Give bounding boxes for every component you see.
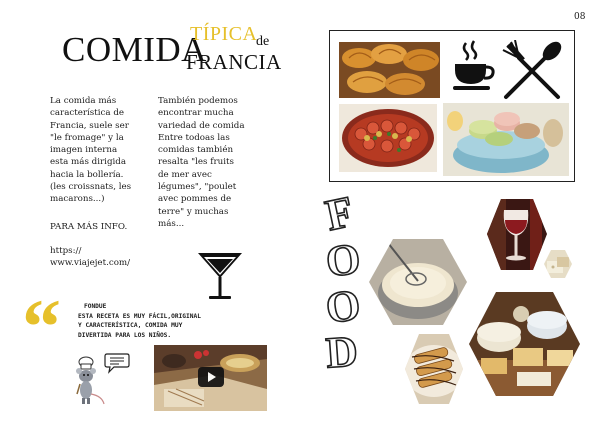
text-line: resalta "les fruits [158, 157, 234, 168]
food-letter: O [323, 233, 363, 287]
croissants-photo [339, 42, 440, 98]
title-connector: de [256, 34, 270, 49]
chef-rat-icon [74, 356, 108, 408]
text-line: (les croissnats, les [50, 182, 132, 193]
fondue-line: ESTA RECETA ES MUY FÁCIL,ORIGINAL [78, 312, 201, 320]
play-icon [198, 367, 224, 387]
macarons-photo [443, 103, 569, 176]
text-line: Entre todoas las [158, 132, 230, 143]
food-letter: D [324, 326, 360, 378]
title-accent: TÍPICA [190, 23, 258, 45]
red-wine-photo [486, 198, 548, 271]
text-line: Francia, suele ser [50, 120, 129, 131]
food-letter: F [321, 186, 358, 241]
text-line: También podemos [158, 96, 238, 106]
quote-mark: “ [22, 283, 61, 370]
fondue-title: FONDUE [84, 303, 107, 310]
fondue-video-thumbnail[interactable] [154, 345, 267, 411]
text-line: variedad de comida [158, 120, 245, 131]
crepes-photo [404, 333, 464, 405]
url-line[interactable]: https:// [50, 246, 82, 256]
text-column-1 [50, 95, 148, 206]
title-main: COMIDA [62, 30, 207, 69]
text-line: terre" y muchas [158, 206, 229, 217]
food-letter: O [322, 279, 364, 333]
text-line: La comida más [50, 96, 117, 106]
fondue-note [78, 302, 223, 340]
speech-bubble-icon [104, 352, 130, 374]
cheese-slice-photo [543, 249, 573, 279]
url-line[interactable]: www.viajejet.com/ [50, 258, 131, 269]
text-line: comidas también [158, 145, 234, 156]
text-line: de mer avec [158, 169, 212, 180]
fork-spoon-icon [497, 40, 567, 102]
video-play-button[interactable] [198, 367, 224, 387]
fondue-line: DIVERTIDA PARA LOS NIÑOS. [78, 331, 172, 339]
cocktail-glass-icon [196, 250, 244, 302]
text-line: macarons...) [50, 194, 105, 205]
text-line: imagen interna [50, 145, 118, 156]
source-link[interactable] [50, 245, 148, 270]
coffee-cup-icon [450, 40, 495, 92]
text-line: hacia la bollería. [50, 169, 124, 180]
ratatouille-photo [339, 104, 437, 172]
text-line: légumes", "poulet [158, 182, 237, 193]
cheese-board-photo [467, 290, 582, 398]
text-line: característica de [50, 108, 125, 119]
fondue-line: Y CARACTERÍSTICA, COMIDA MUY [78, 322, 183, 329]
text-line: encontrar mucha [158, 108, 234, 119]
title-country: FRANCIA [186, 50, 282, 74]
page-number: 08 [574, 12, 586, 22]
text-line: más... [158, 218, 185, 229]
food-lettering [321, 186, 372, 378]
more-info-label: PARA MÁS INFO. [50, 222, 128, 232]
text-column-2 [158, 95, 262, 230]
fondue-photo [368, 237, 468, 327]
text-line: avec pommes de [158, 194, 232, 205]
text-line: esta más dirigida [50, 157, 127, 168]
text-line: "le fromage" y la [50, 132, 124, 143]
